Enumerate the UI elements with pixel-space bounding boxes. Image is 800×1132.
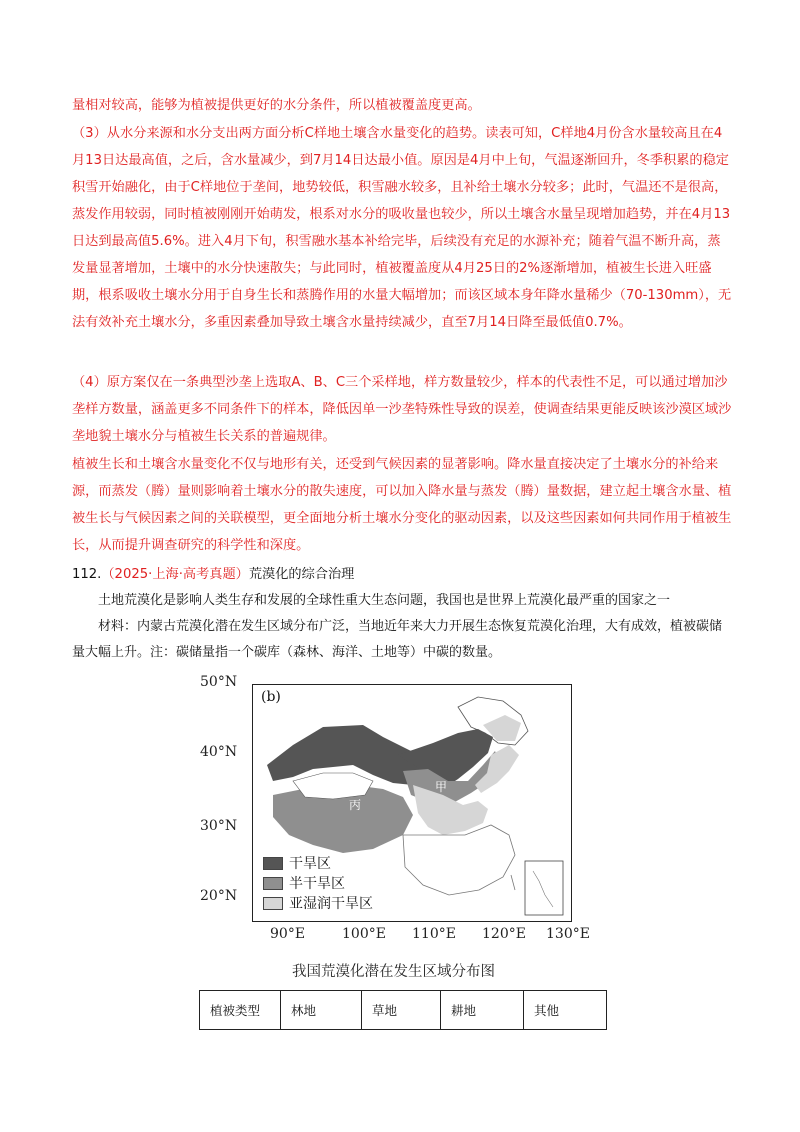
legend-label-subhumid: 亚湿润干旱区 xyxy=(289,896,373,912)
lat-label-40: 40°N xyxy=(200,744,238,760)
answer-line-top: 量相对较高，能够为植被提供更好的水分条件，所以植被覆盖度更高。 xyxy=(72,98,481,113)
answer-paragraph-5: 植被生长和土壤含水量变化不仅与地形有关，还受到气候因素的显著影响。降水量直接决定了土壤水分的补给来源，而蒸发（腾）量则影响着土壤水分的散失速度，可以加入降水量与蒸发（腾）量数据，建立起土壤含水量、植被生长与气候因素之间的关联模型，更全面地分析土壤水分变化的驱动因素，以及这些因素如何共同作用于植被生长，从而提升调查研究的科学性和深度。 xyxy=(72,457,732,553)
region-label-bing: 丙 xyxy=(349,798,362,812)
table-header-cell: 其他 xyxy=(524,991,607,1030)
legend-item-arid xyxy=(263,853,331,873)
lon-label-120: 120°E xyxy=(482,926,526,942)
question-intro: 土地荒漠化是影响人类生存和发展的全球性重大生态问题，我国也是世界上荒漠化最严重的国家之一 xyxy=(98,593,671,608)
vegetation-table xyxy=(199,990,607,1030)
lat-label-50: 50°N xyxy=(200,674,238,690)
lon-label-130: 130°E xyxy=(546,926,590,942)
table-header-cell: 草地 xyxy=(362,991,441,1030)
map-panel-label: (b) xyxy=(261,689,281,705)
legend-item-subhumid xyxy=(263,893,373,913)
lat-label-20: 20°N xyxy=(200,888,238,904)
table-header-cell: 植被类型 xyxy=(200,991,281,1030)
legend-label-arid: 干旱区 xyxy=(289,856,331,872)
map-frame xyxy=(252,684,572,922)
legend-item-semi-arid xyxy=(263,873,345,893)
desertification-map-figure xyxy=(200,672,610,990)
answer-paragraph-4: （4）原方案仅在一条典型沙垄上选取A、B、C三个采样地，样方数量较少，样本的代表性不足，可以通过增加沙垄样方数量，涵盖更多不同条件下的样本，降低因单一沙垄特殊性导致的误差，使调查结果更能反映该沙漠区域沙垄地貌土壤水分与植被生长关系的普遍规律。 xyxy=(72,375,732,444)
question-source: （2025·上海·高考真题） xyxy=(101,567,249,582)
lat-label-30: 30°N xyxy=(200,818,238,834)
table-header-cell: 林地 xyxy=(281,991,362,1030)
legend-swatch-semi-arid xyxy=(263,877,283,890)
question-header xyxy=(72,565,354,585)
table-header-cell: 耕地 xyxy=(441,991,524,1030)
lon-label-110: 110°E xyxy=(412,926,456,942)
legend-swatch-arid xyxy=(263,857,283,870)
answer-paragraph-3: （3）从水分来源和水分支出两方面分析C样地土壤含水量变化的趋势。读表可知，C样地4月份含水量较高且在4月13日达最高值，之后，含水量减少，到7月14日达最小值。原因是4月中上旬，气温逐渐回升，冬季积累的稳定积雪开始融化，由于C样地位于垄间，地势较低，积雪融水较多，且补给土壤水分较多；此时，气温还不是很高，蒸发作用较弱，同时植被刚刚开始萌发，根系对水分的吸收量也较少，所以土壤含水量呈现增加趋势，并在4月13日达到最高值5.6%。进入4月下旬，积雪融水基本补给完毕，后续没有充足的水源补充；随着气温不断升高，蒸发量显著增加，土壤中的水分快速散失；与此同时，植被覆盖度从4月25日的2%逐渐增加，植被生长进入旺盛期，根系吸收土壤水分用于自身生长和蒸腾作用的水量大幅增加；而该区域本身年降水量稀少（70-130mm），无法有效补充土壤水分，多重因素叠加导致土壤含水量持续减少，直至7月14日降至最低值0.7%。 xyxy=(72,126,732,330)
lon-label-90: 90°E xyxy=(270,926,306,942)
legend-swatch-subhumid xyxy=(263,897,283,910)
question-title: 荒漠化的综合治理 xyxy=(248,567,355,582)
lon-label-100: 100°E xyxy=(342,926,386,942)
region-label-jia: 甲 xyxy=(435,780,448,794)
legend-label-semi-arid: 半干旱区 xyxy=(289,876,345,892)
question-material: 材料：内蒙古荒漠化潜在发生区域分布广泛，当地近年来大力开展生态恢复荒漠化治理，大有成效，植被碳储量大幅上升。注：碳储量指一个碳库（森林、海洋、土地等）中碳的数量。 xyxy=(72,619,723,660)
map-caption: 我国荒漠化潜在发生区域分布图 xyxy=(292,964,495,980)
table-row xyxy=(200,991,607,1030)
question-number: 112. xyxy=(72,567,102,582)
